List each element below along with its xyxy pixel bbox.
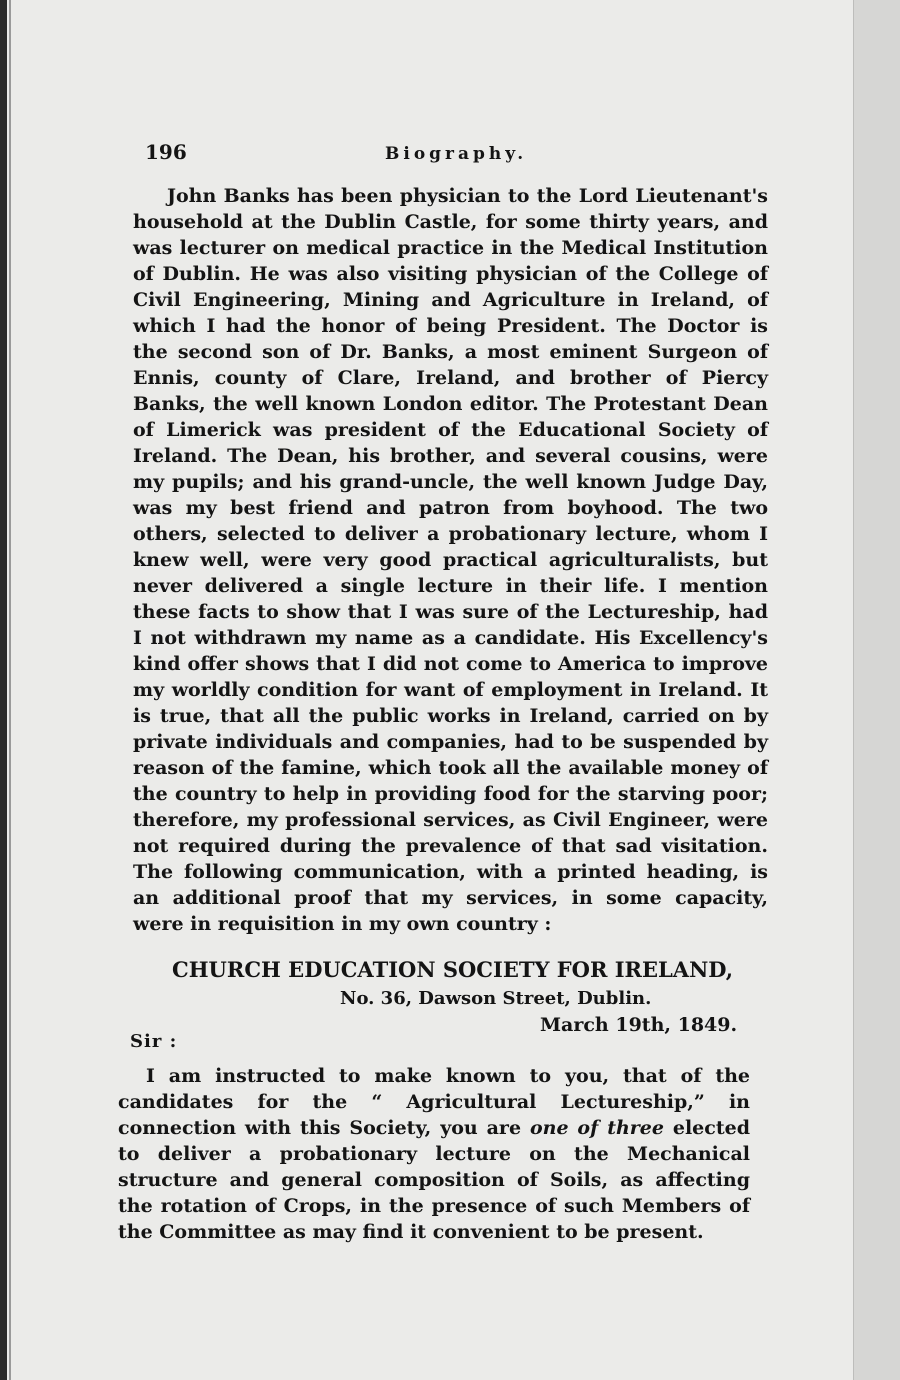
running-head: Biography. — [385, 144, 528, 164]
letter-body-emphasis: one of three — [529, 1117, 664, 1139]
page-number: 196 — [145, 140, 187, 164]
letter-body-text-2: elected to deliver a probationary lecture on the Mechanical structure and general composition of Soils, as affecting the rotation of Crops, in the presence of such Members of the Committee as may find it convenient to be present. — [118, 1117, 750, 1243]
page-left-edge-line — [9, 0, 11, 1380]
page-header — [145, 140, 765, 170]
letter-date: March 19th, 1849. — [540, 1014, 738, 1036]
body-paragraph: John Banks has been physician to the Lord Lieutenant's household at the Dublin Castle, for some thirty years, and was lecturer on medical practice in the Medical Institution of Dublin. He was also visiting physician of the College of Civil Engineering, Mining and Agriculture in Ireland, of which I had the honor of being President. The Doctor is the second son of Dr. Banks, a most eminent Surgeon of Ennis, county of Clare, Ireland, and brother of Piercy Banks, the well known London editor. The Protestant Dean of Limerick was president of the Educational Society of Ireland. The Dean, his brother, and several cousins, were my pupils; and his grand-uncle, the well known Judge Day, was my best friend and patron from boyhood. The two others, selected to deliver a probationary lecture, whom I knew well, were very good practical agriculturalists, but never delivered a single lecture in their life. I mention these facts to show that I was sure of the Lectureship, had I not withdrawn my name as a candidate. His Excellency's kind offer shows that I did not come to America to improve my worldly condition for want of employment in Ireland. It is true, that all the public works in Ireland, carried on by private individuals and companies, had to be suspended by reason of the famine, which took all the available money of the country to help in providing food for the starving poor; therefore, my professional services, as Civil Engineer, were not required during the prevalence of that sad visitation. The following communication, with a printed heading, is an additional proof that my services, in some capacity, were in requisition in my own country : — [133, 185, 768, 935]
letter-address: No. 36, Dawson Street, Dublin. — [340, 988, 652, 1009]
letter-body-text-1: I am instructed to make known to you, that of the candidates for the “ Agricultural Lectureship,” in connection with this Society, you are — [118, 1065, 750, 1139]
page-left-edge — [0, 0, 7, 1380]
letter-heading: CHURCH EDUCATION SOCIETY FOR IRELAND, — [172, 957, 734, 982]
letter-body — [118, 1063, 750, 1245]
page-right-margin — [853, 0, 900, 1380]
letter-salutation: Sir : — [130, 1031, 178, 1052]
